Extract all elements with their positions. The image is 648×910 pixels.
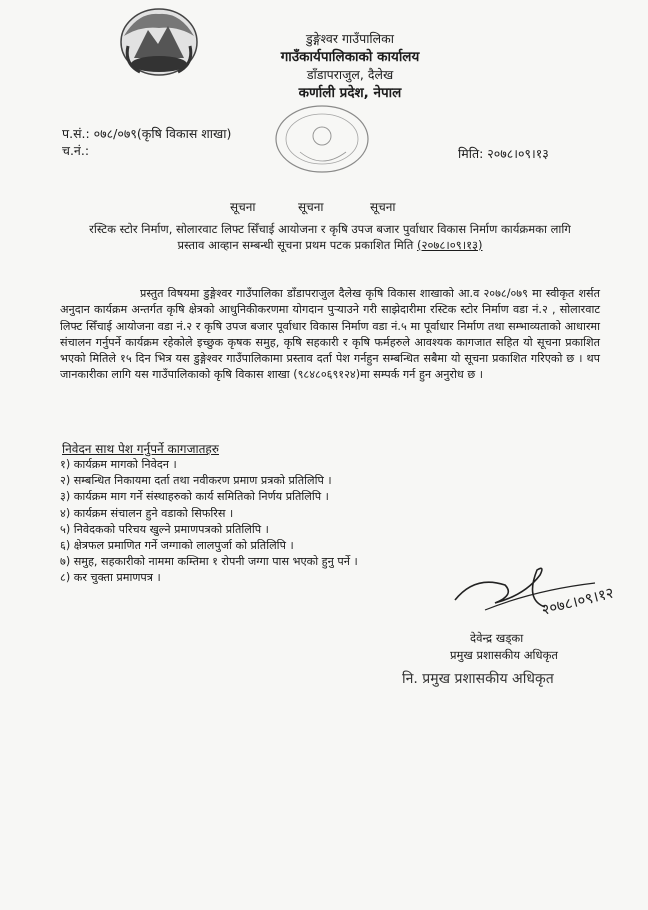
- documents-title: निवेदन साथ पेश गर्नुपर्ने कागजातहरु: [62, 442, 219, 456]
- dispatch-number: च.नं.:: [62, 143, 90, 158]
- province-country: कर्णाली प्रदेश, नेपाल: [298, 85, 402, 101]
- emblem-icon: [118, 6, 200, 80]
- office-stamp-icon: [270, 100, 374, 178]
- notice-body: [60, 286, 600, 384]
- office-address: डाँडापराजुल, दैलेख: [306, 67, 394, 82]
- municipality-name: डुङ्गेश्वर गाउँपालिका: [306, 31, 394, 46]
- designation-stamp-text: नि. प्रमुख प्रशासकीय अधिकृत: [402, 671, 554, 687]
- publish-date: (२०७८।०९।१३): [416, 238, 483, 252]
- subject-line-1: रस्टिक स्टोर निर्माण, सोलारवाट लिफ्ट सिँचाई आयोजना र कृषि उपज बजार पुर्वाधार विकास निर्माण कार्यक्रमका लागि: [89, 222, 571, 236]
- notice-word-1: सूचना: [230, 200, 256, 214]
- list-item: ३) कार्यक्रम माग गर्ने संस्थाहरुको कार्य समितिको निर्णय प्रतिलिपि ।: [60, 490, 329, 504]
- list-item: २) सम्बन्धित निकायमा दर्ता तथा नवीकरण प्रमाण प्रत्रको प्रतिलिपि ।: [60, 474, 332, 488]
- office-name: गाउँकार्यपालिकाको कार्यालय: [280, 49, 420, 65]
- list-item: ६) क्षेत्रफल प्रमाणित गर्ने जग्गाको लालपुर्जा को प्रतिलिपि ।: [60, 539, 294, 553]
- body-paragraph: प्रस्तुत विषयमा डुङ्गेश्वर गाउँपालिका डाँडापराजुल दैलेख कृषि विकास शाखाको आ.व २०७८/०७९ मा स्वीकृत शर्सत अनुदान कार्यक्रम अन्तर्गत कृषि क्षेत्रको आधुनिकीकरणमा योगदान पुऱ्याउने गरी साझेदारीमा रस्टिक स्टोर निर्माण वडा नं.२ , सोलारवाट लिफ्ट सिँचाई आयोजना वडा नं.२ र कृषि उपज बजार पूर्वाधार विकास निर्माण वडा नं.५ मा पूर्वाधार निर्माण तथा सम्भाव्यताको आधारमा संचालन गर्नुपर्ने कार्यक्रम रहेकोले इच्छुक कृषक समुह, कृषि सहकारी र कृषि फर्महरुले आवश्यक कागजात सहित यो सूचना प्रकाशित भएको मितिले १५ दिन भित्र यस डुङ्गेश्वर गाउँपालिकामा प्रस्ताव दर्ता पेश गर्नहुन सम्बन्धित सबैमा यो सूचना प्रकाशित गरिएको छ । थप जानकारीका लागि यस गाउँपालिकाको कृषि विकास शाखा (९८४८०६९१२४)मा सम्पर्क गर्न हुन अनुरोध छ ।: [60, 287, 600, 382]
- list-item: ८) कर चुक्ता प्रमाणपत्र ।: [60, 571, 161, 585]
- signatory-name: देवेन्द्र खड्का: [470, 631, 524, 645]
- reference-block: [62, 125, 231, 159]
- signature-date: २०७८।०९।१२: [539, 583, 616, 619]
- list-item: ५) निवेदकको परिचय खुल्ने प्रमाणपत्रको प्रतिलिपि ।: [60, 522, 269, 536]
- subject-line: [60, 221, 600, 253]
- notice-word-2: सूचना: [298, 200, 324, 214]
- subject-line-2-text: प्रस्ताव आव्हान सम्बन्धी सूचना प्रथम पटक प्रकाशित मिति: [177, 238, 414, 252]
- office-header: [250, 30, 450, 102]
- reference-number: प.सं.: ०७८/०७९(कृषि विकास शाखा): [62, 126, 232, 141]
- letter-date: मिति: २०७८।०९।१३: [458, 146, 549, 161]
- handwritten-signature-icon: [445, 555, 635, 630]
- designation-stamp-icon: [400, 662, 585, 690]
- notice-word-3: सूचना: [370, 200, 396, 214]
- signatory-title: प्रमुख प्रशासकीय अधिकृत: [450, 648, 558, 662]
- list-item: १) कार्यक्रम मागको निवेदन ।: [60, 458, 177, 471]
- list-item: ७) समुह, सहकारीको नाममा कम्तिमा १ रोपनी जग्गा पास भएको हुनु पर्ने ।: [60, 555, 358, 569]
- subject-line-2: [60, 237, 600, 253]
- list-item: ४) कार्यक्रम संचालन हुने वडाको सिफरिस ।: [60, 506, 234, 520]
